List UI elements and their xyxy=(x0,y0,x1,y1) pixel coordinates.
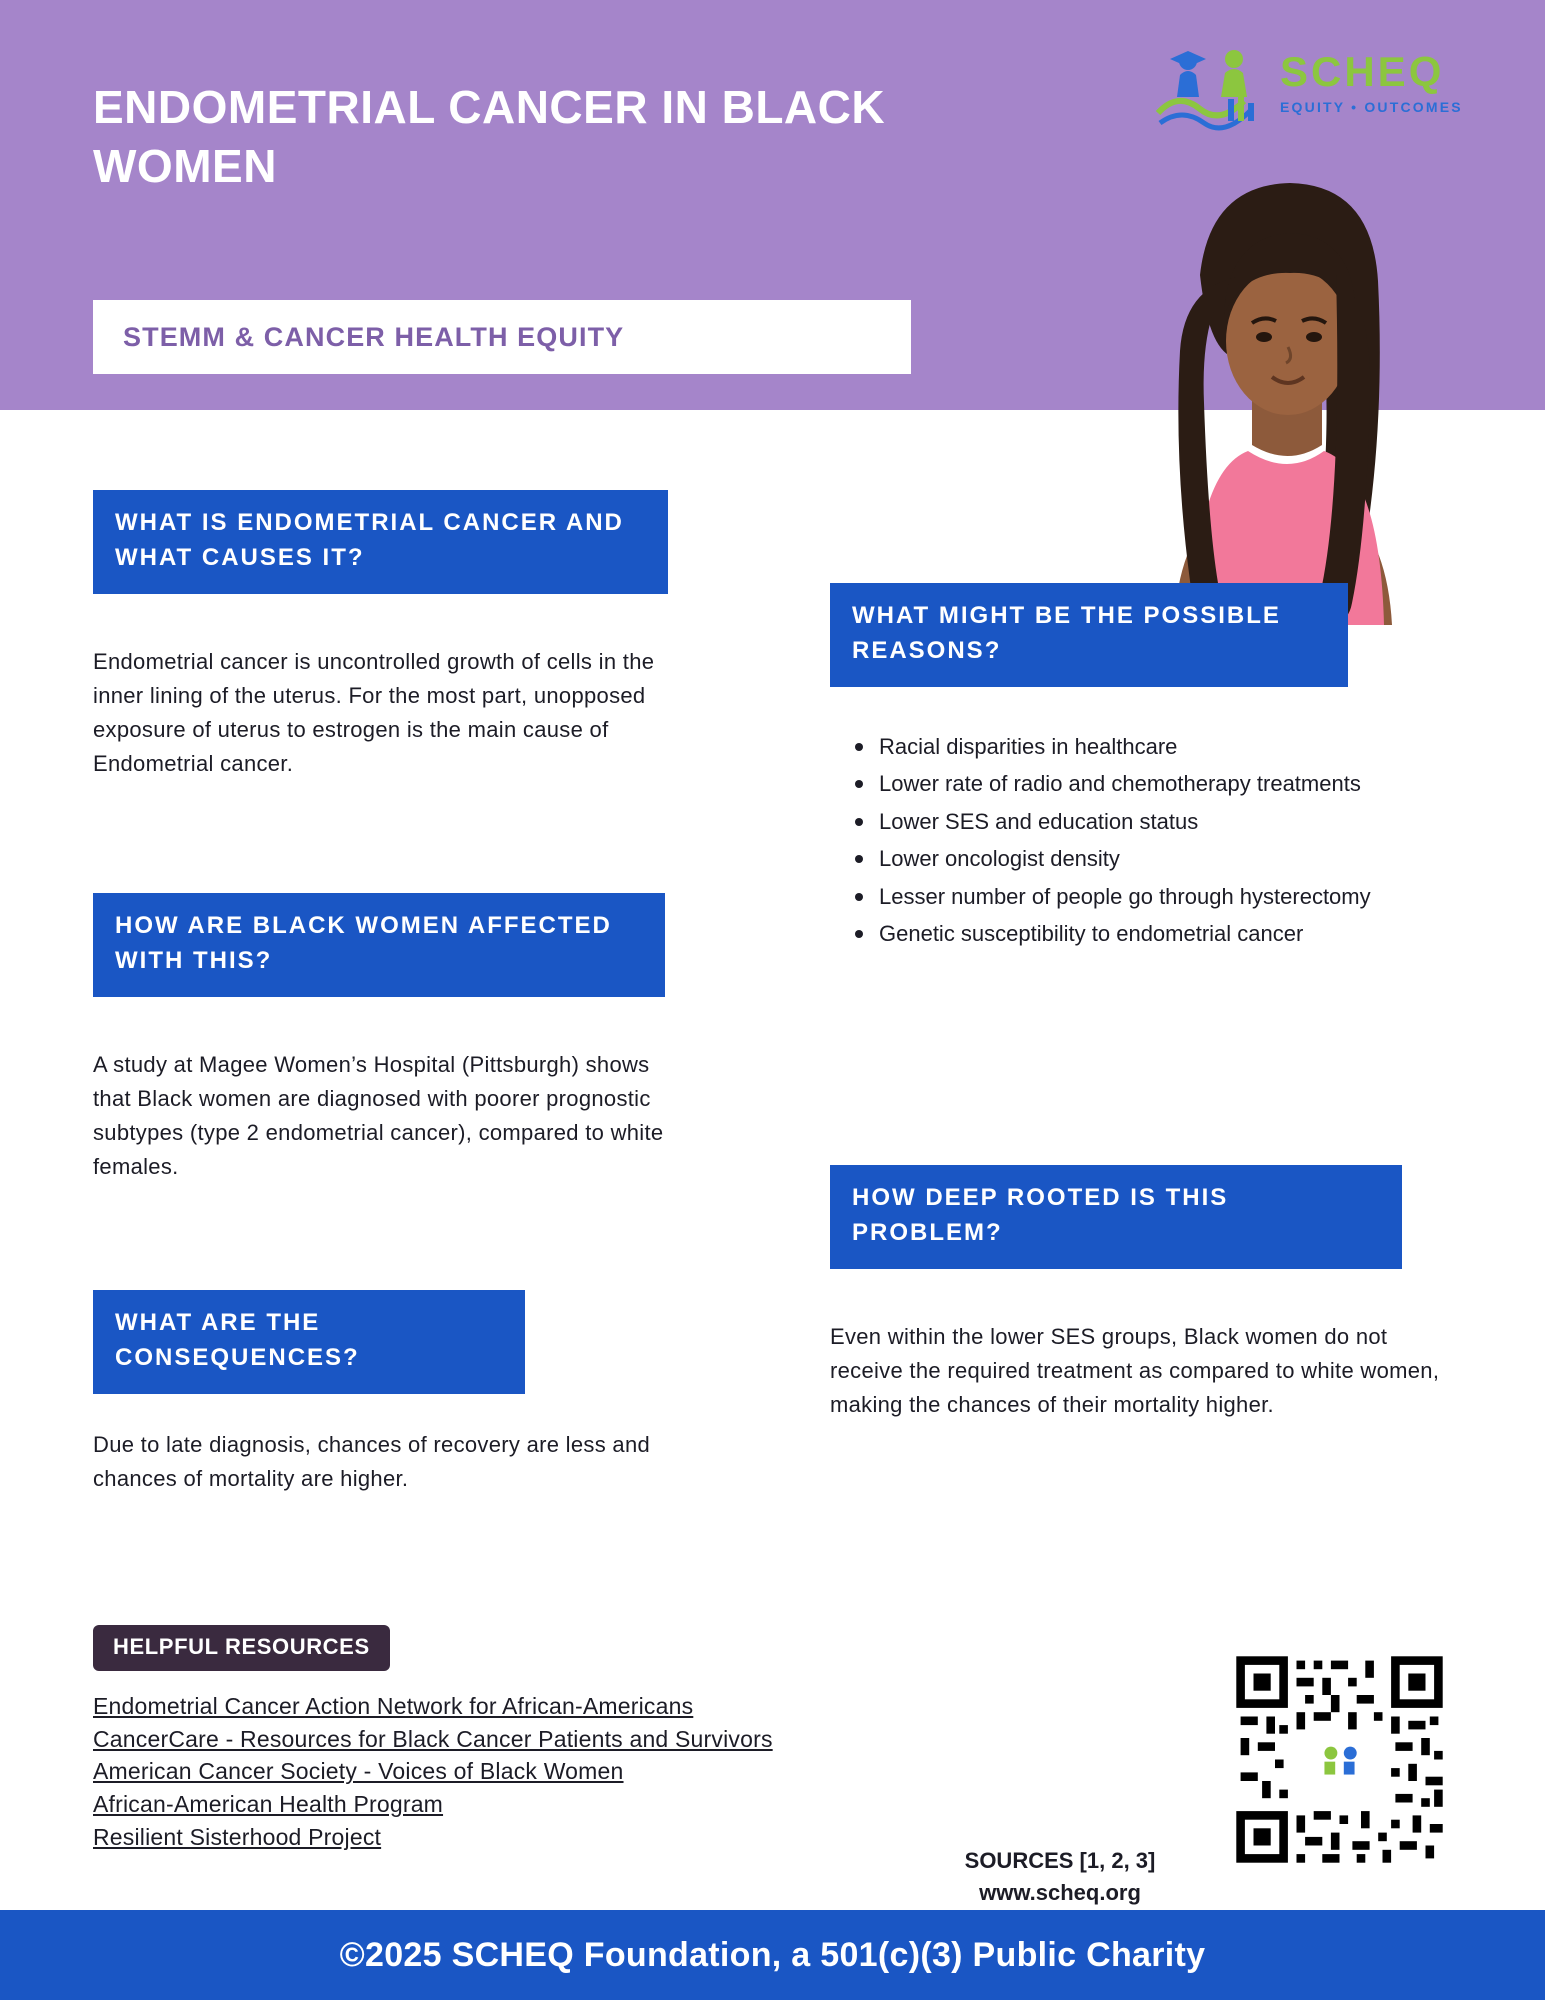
subtitle-text: STEMM & CANCER HEALTH EQUITY xyxy=(123,321,625,352)
list-item: Lower SES and education status xyxy=(845,805,1485,838)
scheq-logo xyxy=(1150,45,1500,135)
footer-copyright: ©2025 SCHEQ Foundation, a 501(c)(3) Public Charity xyxy=(339,1935,1206,1974)
list-item: Lower oncologist density xyxy=(845,842,1485,875)
logo-mark-icon xyxy=(1150,47,1270,131)
list-possible-reasons xyxy=(845,730,1485,955)
sources-label: SOURCES [1, 2, 3] xyxy=(964,1848,1156,1873)
list-item: Racial disparities in healthcare xyxy=(845,730,1485,763)
heading-what-is-endometrial-cancer: WHAT IS ENDOMETRIAL CANCER AND WHAT CAUSES IT? xyxy=(93,490,668,594)
resource-link[interactable]: Resilient Sisterhood Project xyxy=(93,1823,382,1850)
woman-illustration xyxy=(1140,155,1430,625)
resource-link[interactable]: CancerCare - Resources for Black Cancer Patients and Survivors xyxy=(93,1725,773,1752)
heading-how-deep-rooted: HOW DEEP ROOTED IS THIS PROBLEM? xyxy=(830,1165,1402,1269)
website-url: www.scheq.org xyxy=(979,1879,1141,1905)
heading-how-are-black-women-affected: HOW ARE BLACK WOMEN AFFECTED WITH THIS? xyxy=(93,893,665,997)
list-item: Lesser number of people go through hysterectomy xyxy=(845,880,1485,913)
list-item: Lower rate of radio and chemotherapy treatments xyxy=(845,767,1485,800)
heading-consequences: WHAT ARE THE CONSEQUENCES? xyxy=(93,1290,525,1394)
resource-link[interactable]: Endometrial Cancer Action Network for African-Americans xyxy=(93,1693,694,1719)
heading-possible-reasons: WHAT MIGHT BE THE POSSIBLE REASONS? xyxy=(830,583,1348,687)
body-what-is-endometrial-cancer: Endometrial cancer is uncontrolled growth of cells in the inner lining of the uterus. For the most part, unopposed exposure of uterus to estrogen is the main cause of Endometrial cancer. xyxy=(93,649,655,777)
list-item: Genetic susceptibility to endometrial cancer xyxy=(845,917,1485,950)
sources-block xyxy=(925,1845,1195,1909)
logo-name: SCHEQ xyxy=(1280,48,1445,95)
body-how-deep-rooted: Even within the lower SES groups, Black women do not receive the required treatment as compared to white women, making the chances of their mortality higher. xyxy=(830,1324,1440,1418)
helpful-resources-badge: HELPFUL RESOURCES xyxy=(93,1625,390,1671)
body-how-are-black-women-affected: A study at Magee Women’s Hospital (Pittsburgh) shows that Black women are diagnosed with poorer prognostic subtypes (type 2 endometrial cancer), compared to white females. xyxy=(93,1052,664,1180)
subtitle-box xyxy=(93,300,911,374)
logo-tagline: EQUITY • OUTCOMES xyxy=(1280,99,1463,115)
helpful-resources-list xyxy=(93,1690,1043,1853)
qr-code-icon[interactable] xyxy=(1232,1652,1447,1867)
footer-bar xyxy=(0,1910,1545,2000)
resource-link[interactable]: American Cancer Society - Voices of Black Women xyxy=(93,1758,624,1785)
body-consequences: Due to late diagnosis, chances of recovery are less and chances of mortality are higher. xyxy=(93,1432,651,1492)
resource-link[interactable]: African-American Health Program xyxy=(93,1790,444,1817)
logo-text xyxy=(1280,48,1463,115)
page-title: ENDOMETRIAL CANCER IN BLACK WOMEN xyxy=(93,81,886,192)
